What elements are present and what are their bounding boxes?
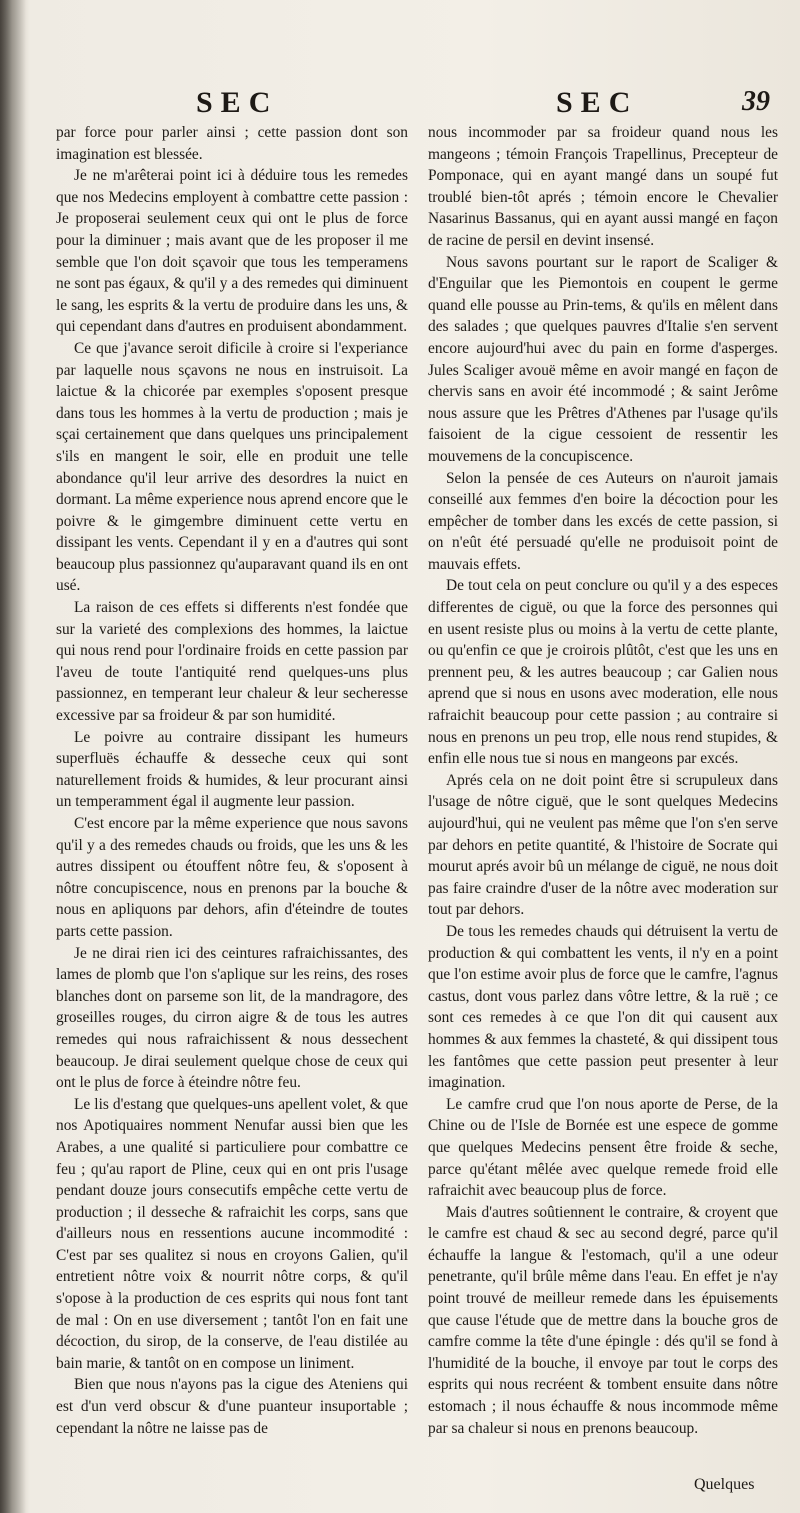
paragraph: De tous les remedes chauds qui détruisent la vertu de production & qui combattent les vents, il n'y en a point que l'on estime avoir plus de force que le camfre, l'agnus castus, dont vous parlez dans vôtre lettre, & la ruë ; ce sont ces remedes à ce que l'on dit qui causent aux hommes & aux femmes la chasteté, & qui dissipent tous les fantômes que cette passion peut presenter à leur imagination. [428,922,778,1092]
page-number: 39 [742,86,770,117]
paragraph: Le poivre au contraire dissipant les humeurs superfluës échauffe & desseche ceux qui sont naturellement froids & humides, & leur procurant ainsi un temperamment égal il augmente leur passion. [56,728,408,811]
paragraph: Le camfre crud que l'on nous aporte de Perse, de la Chine ou de l'Isle de Bornée est une espece de gomme que quelques Medecins pensent être froide & seche, parce qu'étant mêlée avec quelque remede froid elle rafraichit avec beaucoup plus de force. [428,1095,778,1200]
paragraph: Je ne m'arêterai point ici à déduire tous les remedes que nos Medecins employent à combattre cette passion : Je proposerai seulement ceux qui ont le plus de force pour la diminuer ; mais avant que de les proposer il me semble que l'on doit sçavoir que tous les temperamens ne sont pas égaux, & qu'il y a des remedes qui diminuent le sang, les esprits & la vertu de produire dans les uns, & qui cependant dans d'autres en produisent abondamment. [56,167,408,336]
paragraph: La raison de ces effets si differents n'est fondée que sur la varieté des complexions des hommes, la laictue qui nous rend pour l'ordinaire froids en cette passion par l'aveu de toute l'antiquité rend quelques-uns plus passionnez, en temperant leur chaleur & leur secheresse excessive par sa froideur & par son humidité. [56,599,408,725]
running-head [0,86,800,126]
paragraph: Je ne dirai rien ici des ceintures rafraichissantes, des lames de plomb que l'on s'aplique sur les reins, des roses blanches dont on parseme son lit, de la mandragore, des groseilles rouges, du cirron aigre & de tous les autres remedes qui nous rafraichissent & nous dessechent beaucoup. Je dirai seulement quelque chose de ceux qui ont le plus de force à éteindre nôtre feu. [56,944,408,1092]
paragraph: nous incommoder par sa froideur quand nous les mangeons ; témoin François Trapellinus, Precepteur de Pomponace, qui en ayant mangé dans un soupé fut troublé bien-tôt aprés ; témoin encore le Chevalier Nasarinus Bassanus, qui en ayant aussi mangé en façon de racine de persil en devint insensé. [428,124,778,249]
gutter-shadow [0,0,26,1513]
running-head-left: SEC [196,86,279,119]
paragraph: Aprés cela on ne doit point être si scrupuleux dans l'usage de nôtre ciguë, que le sont quelques Medecins aujourd'hui, qui ne veulent pas même que l'on s'en serve par dehors en petite quantité, & l'histoire de Socrate qui mourut aprés avoir bû un mélange de ciguë, ne nous doit pas faire craindre d'user de la nôtre avec moderation sur tout par dehors. [428,771,778,919]
left-column [56,122,408,1439]
paragraph: C'est encore par la même experience que nous savons qu'il y a des remedes chauds ou froids, que les uns & les autres dissipent ou étouffent nôtre feu, & s'oposent à nôtre concupiscence, nous en prenons par la bouche & nous en apliquons par dehors, afin d'éteindre de toutes parts cette passion. [56,815,408,940]
running-head-center: SEC [556,86,639,119]
right-column [428,122,778,1439]
paragraph: De tout cela on peut conclure ou qu'il y a des especes differentes de ciguë, ou que la force des personnes qui en usent resiste plus ou moins à la vertu de cette plante, ou qu'enfin ce que je croirois plûtôt, c'est que les uns en prennent peu, & les autres beaucoup ; car Galien nous aprend que si nous en usons avec moderation, elle nous rafraichit beaucoup pour cette passion ; au contraire si nous en prenons un peu trop, elle nous rend stupides, & enfin elle nous tue si nous en mangeons par excés. [428,577,778,768]
catchword: Quelques [694,1476,755,1493]
paragraph: Mais d'autres soûtiennent le contraire, & croyent que le camfre est chaud & sec au second degré, parce qu'il échauffe la langue & l'estomach, qu'il a une odeur penetrante, qu'il brûle même dans l'eau. En effet je n'ay point trouvé de meilleur remede dans les épuisements que cause l'étude que de mettre dans la bouche gros de camfre comme la tête d'une épingle : dés qu'il se fond à l'humidité de la bouche, il envoye par tout le corps des esprits qui nous recréent & tombent ensuite dans nôtre estomach ; il nous échauffe & nous incommode même par sa chaleur si nous en prenons beaucoup. [428,1203,778,1437]
paragraph: Nous savons pourtant sur le raport de Scaliger & d'Enguilar que les Piemontois en coupent le germe quand elle pousse au Prin-tems, & qu'ils en mêlent dans des salades ; que quelques pauvres d'Italie s'en servent encore aujourd'hui avec du pain en forme d'asperges. Jules Scaliger avouë même en avoir mangé en façon de chervis sans en avoir été incommodé ; & saint Jerôme nous assure que les Prêtres d'Athenes par l'usage qu'ils faisoient de la cigue cessoient de ressentir les mouvemens de la concupiscence. [428,253,778,465]
paragraph: Le lis d'estang que quelques-uns apellent volet, & que nos Apotiquaires nomment Nenufar aussi bien que les Arabes, a une qualité si particuliere pour combattre ce feu ; qu'au raport de Pline, ceux qui en ont pris l'usage pendant douze jours consecutifs empêche cette vertu de production ; il desseche & rafraichit les corps, sans que d'ailleurs nous en ressentions aucune incommodité : C'est par ses qualitez si nous en croyons Galien, qu'il entretient nôtre voix & nourrit nôtre corps, & qu'il s'opose à la production de ces esprits qui nous font tant de mal : On en use diversement ; tantôt l'on en fait une décoction, du sirop, de la conserve, de l'eau distilée au bain marie, & tantôt on en compose un liniment. [56,1095,408,1372]
paragraph: Selon la pensée de ces Auteurs on n'auroit jamais conseillé aux femmes d'en boire la décoction pour les empêcher de tomber dans les excés de cette passion, si on n'eût été persuadé qu'elle ne produisoit point de mauvais effets. [428,469,778,573]
paragraph: Bien que nous n'ayons pas la cigue des Ateniens qui est d'un verd obscur & d'une puanteur insuportable ; cependant la nôtre ne laisse pas de [56,1376,408,1437]
paragraph: par force pour parler ainsi ; cette passion dont son imagination est blessée. [56,124,408,163]
paragraph: Ce que j'avance seroit dificile à croire si l'experiance par laquelle nous sçavons ne nous en instruisoit. La laictue & la chicorée par exemples s'oposent presque dans tous les hommes à la vertu de production ; mais je sçai certainement que dans quelques uns principalement s'ils en mangent le soir, elle en produit une telle abondance qu'il leur arrive des desordres la nuict en dormant. La même experience nous aprend encore que le poivre & le gimgembre diminuent cette vertu en dissipant les vents. Cependant il y en a d'autres qui sont beaucoup plus passionnez qu'auparavant quand ils en ont usé. [56,339,408,595]
